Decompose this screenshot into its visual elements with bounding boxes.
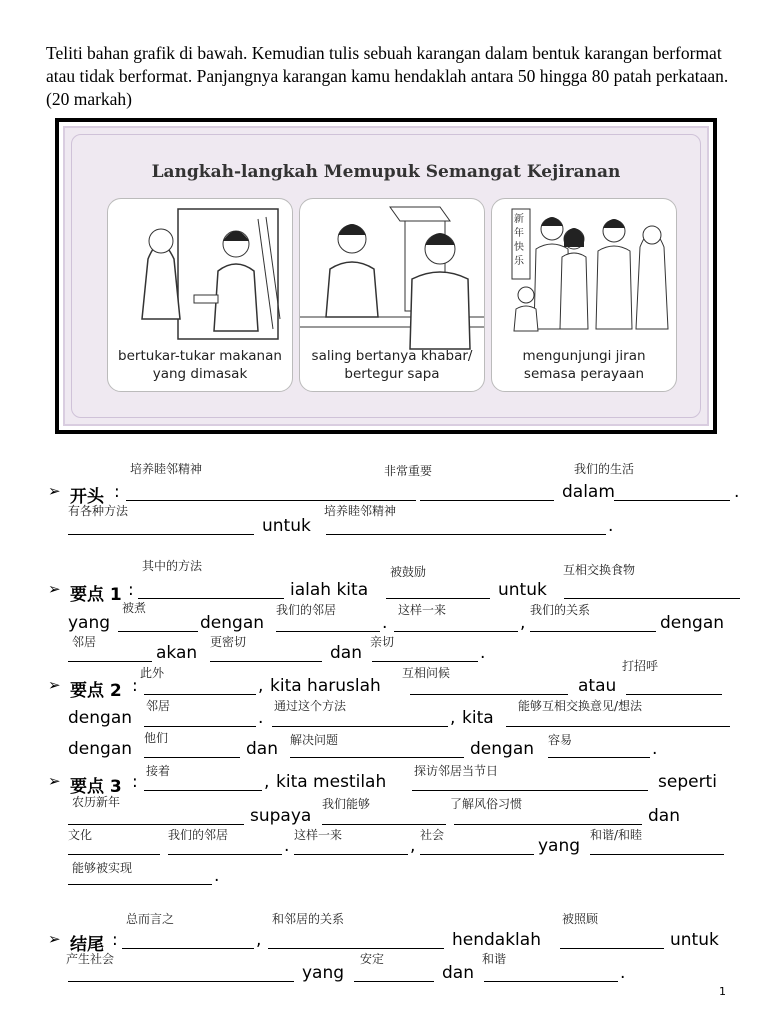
- panel-caption-3: mengunjungi jiran semasa perayaan: [522, 348, 646, 382]
- answer-blank[interactable]: [144, 757, 240, 758]
- hint: 此外: [140, 666, 165, 680]
- point3-label: 要点 3: [70, 777, 122, 797]
- answer-blank[interactable]: [394, 631, 518, 632]
- answer-blank[interactable]: [626, 694, 722, 695]
- page-number: 1: [719, 985, 726, 998]
- hint: 安定: [360, 952, 385, 966]
- hint: 能够互相交换意见/想法: [518, 699, 643, 713]
- closing-line-2: yang dan .: [68, 963, 748, 987]
- hint: 他们: [144, 731, 169, 745]
- festival-sign-text: 新年快乐: [514, 214, 524, 267]
- answer-blank[interactable]: [590, 854, 724, 855]
- answer-blank[interactable]: [420, 500, 554, 501]
- panel-caption-2: saling bertanya khabar/ bertegur sapa: [311, 348, 473, 382]
- hint: 打招呼: [622, 659, 659, 673]
- hint: 农历新年: [72, 795, 121, 809]
- hint: 探访邻居当节日: [414, 764, 499, 778]
- hint: 这样一来: [294, 828, 343, 842]
- answer-blank[interactable]: [484, 981, 618, 982]
- point3-line-3: . , yang: [68, 836, 748, 860]
- point1-line-3: akan dan .: [68, 643, 748, 667]
- answer-blank[interactable]: [294, 854, 408, 855]
- answer-blank[interactable]: [322, 824, 446, 825]
- hint: 解决问题: [290, 733, 339, 747]
- point1-line-2: yang dengan . , dengan: [68, 613, 725, 633]
- answer-blank[interactable]: [144, 790, 262, 791]
- hint: 更密切: [210, 635, 247, 649]
- answer-blank[interactable]: [614, 500, 730, 501]
- answer-blank[interactable]: [138, 598, 284, 599]
- answer-blank[interactable]: [548, 757, 650, 758]
- opening-label: 开头: [70, 487, 104, 507]
- hint: 总而言之: [126, 912, 175, 926]
- point3-line-4: .: [68, 866, 268, 890]
- hint: 互相问候: [402, 666, 451, 680]
- hint: 容易: [548, 733, 573, 747]
- bullet-arrow-icon: ➢: [48, 930, 61, 948]
- answer-blank[interactable]: [410, 694, 568, 695]
- answer-blank[interactable]: [454, 824, 642, 825]
- hint: 我们的邻居: [168, 828, 229, 842]
- closing-label: 结尾: [70, 935, 104, 955]
- hint: 我们的邻居: [276, 603, 337, 617]
- panel-greetings: [299, 198, 485, 392]
- hint: 和谐: [482, 952, 507, 966]
- hint: 社会: [420, 828, 445, 842]
- graphic-frame: [55, 118, 717, 434]
- answer-blank[interactable]: [412, 790, 648, 791]
- point3-line-1: ➢ 要点 3 : , kita mestilah seperti: [48, 772, 717, 797]
- hint: 我们的关系: [530, 603, 591, 617]
- answer-blank[interactable]: [354, 981, 434, 982]
- answer-blank[interactable]: [386, 598, 490, 599]
- answer-blank[interactable]: [420, 854, 534, 855]
- hint: 通过这个方法: [274, 699, 347, 713]
- hint: 邻居: [146, 699, 171, 713]
- hint: 我们的生活: [574, 462, 635, 476]
- hint: 产生社会: [66, 952, 115, 966]
- hint: 被鼓励: [390, 565, 427, 579]
- point3-line-2: supaya dan: [68, 806, 748, 830]
- bullet-arrow-icon: ➢: [48, 772, 61, 790]
- bullet-arrow-icon: ➢: [48, 676, 61, 694]
- answer-blank[interactable]: [506, 726, 730, 727]
- answer-blank[interactable]: [68, 661, 152, 662]
- panel-visit-festival: [491, 198, 677, 392]
- answer-blank[interactable]: [68, 981, 294, 982]
- hint: 了解风俗习惯: [450, 797, 523, 811]
- point2-line-3: dengan dan dengan .: [68, 739, 658, 759]
- hint: 其中的方法: [142, 559, 203, 573]
- hint: 被煮: [122, 601, 147, 615]
- hint: 这样一来: [398, 603, 447, 617]
- answer-blank[interactable]: [272, 726, 448, 727]
- graphic-title: Langkah-langkah Memupuk Semangat Kejiranan: [151, 162, 621, 182]
- point2-label: 要点 2: [70, 681, 122, 701]
- answer-blank[interactable]: [530, 631, 656, 632]
- answer-blank[interactable]: [268, 948, 444, 949]
- hint: 和谐/和睦: [590, 828, 643, 842]
- hint: 文化: [68, 828, 93, 842]
- answer-blank[interactable]: [326, 534, 606, 535]
- answer-blank[interactable]: [168, 854, 282, 855]
- hint: 培养睦邻精神: [324, 504, 397, 518]
- answer-blank[interactable]: [68, 824, 244, 825]
- graphic-background: [63, 126, 709, 426]
- answer-blank[interactable]: [276, 631, 380, 632]
- hint: 和邻居的关系: [272, 912, 345, 926]
- hint: 接着: [146, 764, 171, 778]
- hint: 非常重要: [384, 464, 433, 478]
- hint: 我们能够: [322, 797, 371, 811]
- hint: 培养睦邻精神: [130, 462, 203, 476]
- answer-blank[interactable]: [564, 598, 740, 599]
- point1-label: 要点 1: [70, 585, 122, 605]
- answer-blank[interactable]: [118, 631, 198, 632]
- answer-blank[interactable]: [372, 661, 478, 662]
- point2-line-1: ➢ 要点 2 : , kita haruslah atau: [48, 676, 748, 700]
- point2-line-2: dengan . , kita: [68, 708, 748, 732]
- answer-blank[interactable]: [68, 854, 160, 855]
- point1-line-1: ➢ 要点 1 : ialah kita untuk: [48, 580, 748, 604]
- answer-blank[interactable]: [126, 500, 416, 501]
- answer-blank[interactable]: [122, 948, 254, 949]
- panel-exchange-food: [107, 198, 293, 392]
- bullet-arrow-icon: ➢: [48, 580, 61, 598]
- answer-blank[interactable]: [144, 726, 256, 727]
- hint: 亲切: [370, 635, 395, 649]
- hint: 互相交换食物: [563, 563, 636, 577]
- answer-blank[interactable]: [290, 757, 464, 758]
- answer-blank[interactable]: [68, 534, 254, 535]
- opening-line-1: ➢ 开头 : dalam .: [48, 482, 740, 507]
- answer-blank[interactable]: [144, 694, 256, 695]
- panel-caption-1: bertukar-tukar makanan yang dimasak: [118, 348, 282, 382]
- answer-blank[interactable]: [560, 948, 664, 949]
- instructions: Teliti bahan grafik di bawah. Kemudian tulis sebuah karangan dalam bentuk karangan berformat atau tidak berformat. Panjangnya karangan kamu hendaklah antara 50 hingga 80 patah perkataan. (20 markah): [46, 43, 729, 109]
- bullet-arrow-icon: ➢: [48, 482, 61, 500]
- answer-blank[interactable]: [210, 661, 322, 662]
- answer-blank[interactable]: [68, 884, 212, 885]
- opening-line-2: untuk .: [68, 516, 748, 540]
- hint: 邻居: [72, 635, 97, 649]
- hint: 被照顾: [562, 912, 599, 926]
- hint: 能够被实现: [72, 861, 133, 875]
- closing-line-1: ➢ 结尾 : , hendaklah untuk: [48, 930, 719, 955]
- hint: 有各种方法: [68, 504, 129, 518]
